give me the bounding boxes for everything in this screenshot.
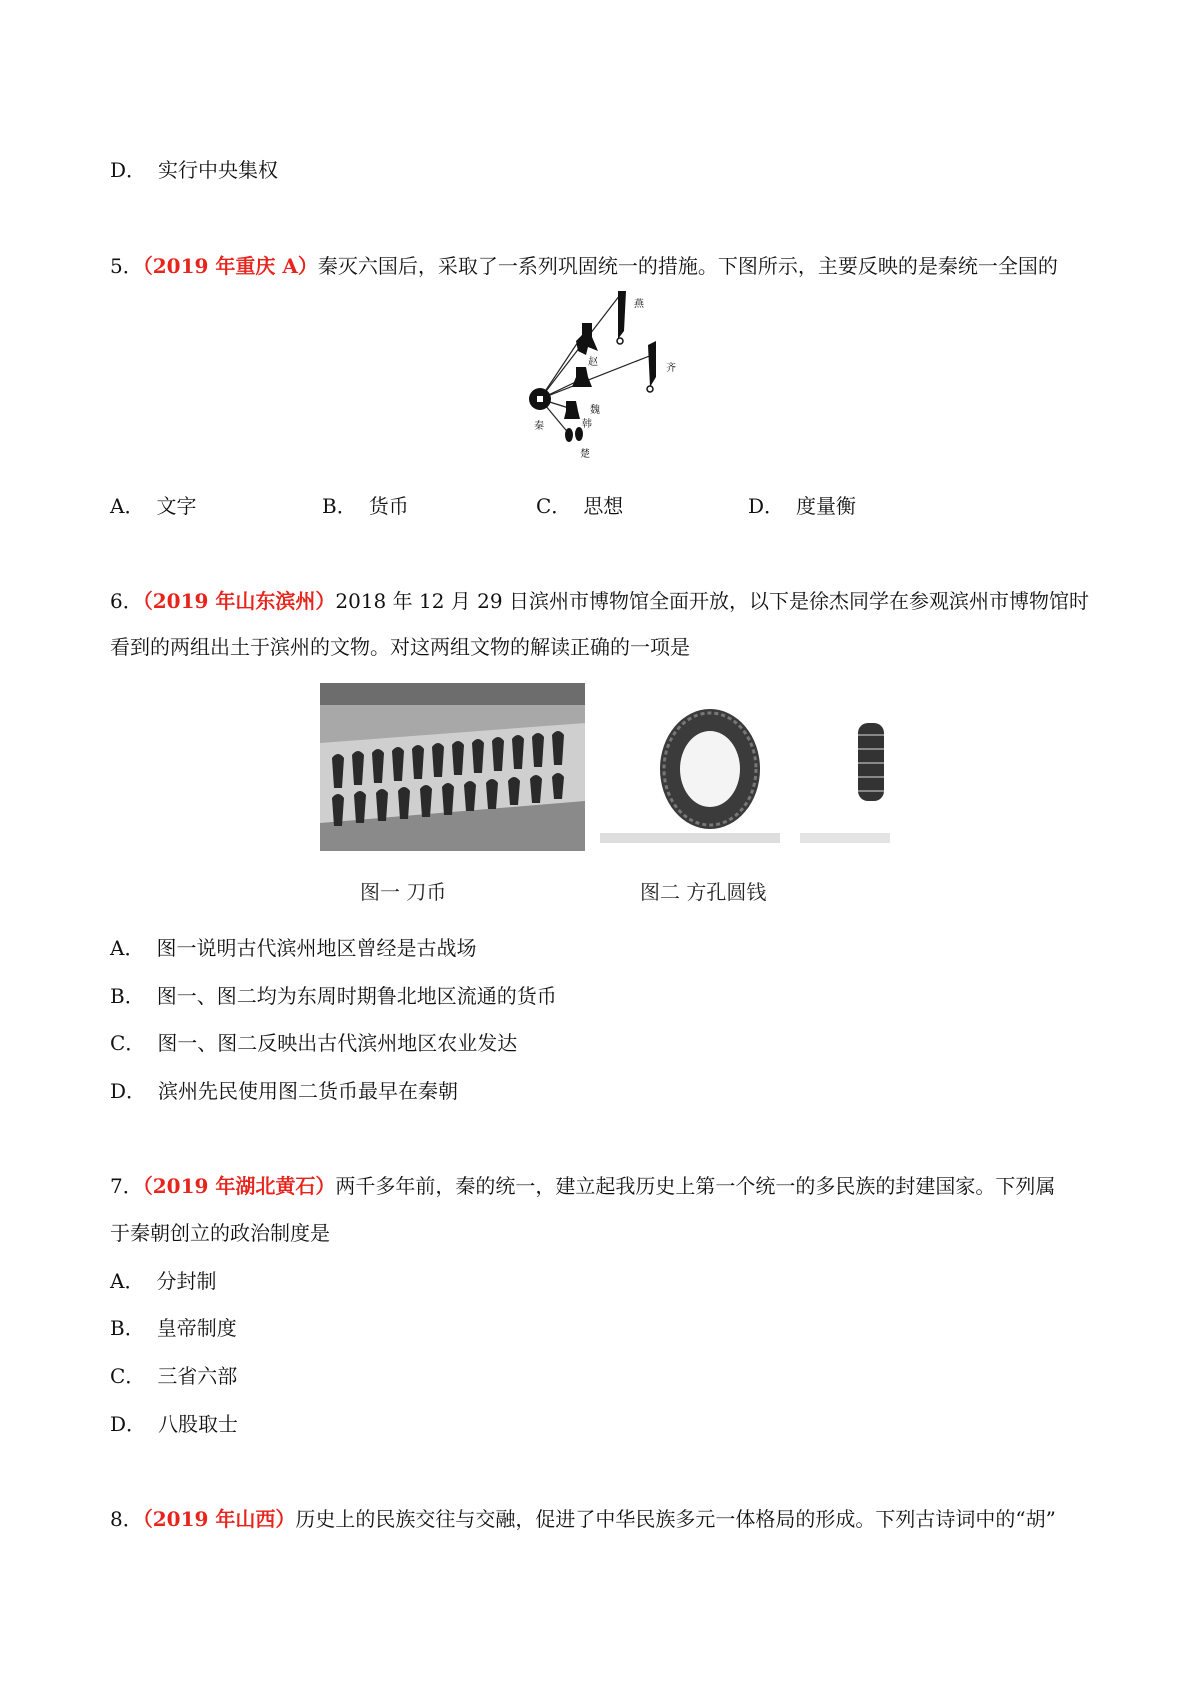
question-number: 5． — [110, 254, 143, 278]
option-text: 实行中央集权 — [158, 158, 279, 182]
option-key: D． — [748, 494, 785, 518]
round-coin-photo — [600, 683, 890, 851]
label-wei: 魏 — [590, 405, 600, 416]
yan-knife-coin — [618, 291, 626, 339]
q6-option-c — [110, 1027, 517, 1056]
option-text: 三省六部 — [157, 1364, 238, 1388]
q6-stem-line1 — [110, 585, 1089, 614]
question-number: 7． — [110, 1174, 143, 1198]
option-key: B． — [322, 494, 357, 518]
option-key: A． — [110, 1269, 145, 1293]
option-text: 文字 — [156, 494, 197, 518]
question-number: 8． — [110, 1507, 143, 1531]
label-chu: 楚 — [580, 449, 590, 460]
label-han: 韩 — [582, 419, 592, 430]
q6-option-b — [110, 980, 557, 1009]
q5-option-a — [110, 490, 196, 519]
qi-knife-coin — [648, 341, 656, 387]
label-qi: 齐 — [666, 363, 676, 374]
question-source: （2019 年山东滨州） — [142, 589, 336, 613]
chu-coin — [565, 428, 573, 442]
q4-option-d — [110, 154, 278, 183]
q5-option-c — [536, 490, 623, 519]
option-text: 度量衡 — [796, 494, 857, 518]
option-key: D． — [110, 1079, 147, 1103]
option-text: 图一、图二反映出古代滨州地区农业发达 — [157, 1031, 518, 1055]
q5-option-d — [748, 490, 856, 519]
option-text: 图一、图二均为东周时期鲁北地区流通的货币 — [156, 984, 557, 1008]
option-text: 图一说明古代滨州地区曾经是古战场 — [156, 936, 477, 960]
option-key: C． — [110, 1031, 146, 1055]
q8-stem — [110, 1503, 1056, 1532]
figure1-caption: 图一 刀币 — [360, 880, 447, 904]
q7-option-b — [110, 1312, 237, 1341]
q6-stem-line2: 看到的两组出土于滨州的文物。对这两组文物的解读正确的一项是 — [110, 635, 690, 659]
option-text: 皇帝制度 — [156, 1316, 237, 1340]
question-text: 2018 年 12 月 29 日滨州市博物馆全面开放，以下是徐杰同学在参观滨州市博物馆时 — [335, 589, 1089, 613]
figure2-caption: 图二 方孔圆钱 — [640, 880, 767, 904]
label-yan: 燕 — [634, 299, 644, 310]
q5-option-b — [322, 490, 409, 519]
question-text: 秦灭六国后，采取了一系列巩固统一的措施。下图所示，主要反映的是秦统一全国的 — [317, 254, 1058, 278]
wei-spade-coin — [572, 367, 592, 387]
option-text: 八股取士 — [158, 1412, 239, 1436]
label-zhao: 赵 — [588, 357, 598, 368]
han-spade-coin — [564, 401, 580, 419]
q7-option-d — [110, 1408, 238, 1437]
question-source: （2019 年重庆 A） — [142, 254, 318, 278]
option-key: C． — [110, 1364, 146, 1388]
option-text: 货币 — [368, 494, 409, 518]
q7-option-a — [110, 1265, 216, 1294]
q7-option-c — [110, 1360, 237, 1389]
question-source: （2019 年山西） — [142, 1507, 296, 1531]
q7-stem-line2: 于秦朝创立的政治制度是 — [110, 1221, 330, 1245]
question-text: 两千多年前，秦的统一，建立起我历史上第一个统一的多民族的封建国家。下列属 — [335, 1174, 1056, 1198]
q6-option-a — [110, 932, 476, 961]
q5-stem — [110, 250, 1058, 279]
question-text: 历史上的民族交往与交融，促进了中华民族多元一体格局的形成。下列古诗词中的“胡” — [295, 1507, 1056, 1531]
option-key: B． — [110, 1316, 145, 1340]
option-key: D． — [110, 1412, 147, 1436]
option-key: C． — [536, 494, 572, 518]
knife-coin-photo — [320, 683, 585, 851]
q6-option-d — [110, 1075, 458, 1104]
option-text: 分封制 — [156, 1269, 217, 1293]
option-key: B． — [110, 984, 145, 1008]
option-key: A． — [110, 936, 145, 960]
option-text: 滨州先民使用图二货币最早在秦朝 — [158, 1079, 459, 1103]
label-qin: 秦 — [534, 421, 544, 432]
q7-stem-line1 — [110, 1170, 1055, 1199]
coin-unification-diagram — [520, 285, 700, 475]
option-key: A． — [110, 494, 145, 518]
question-number: 6． — [110, 589, 143, 613]
option-text: 思想 — [583, 494, 624, 518]
question-source: （2019 年湖北黄石） — [142, 1174, 336, 1198]
option-key: D． — [110, 158, 147, 182]
